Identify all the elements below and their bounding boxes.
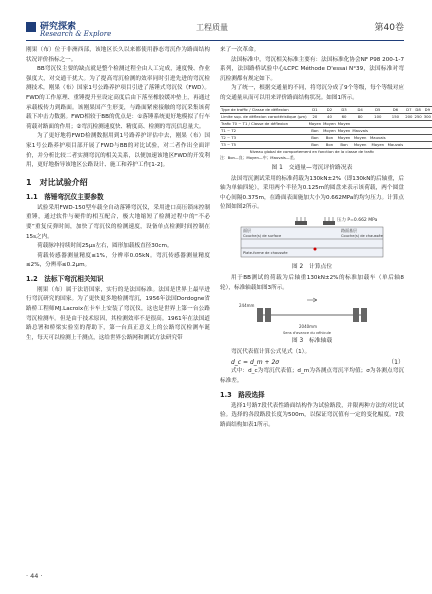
table-header-cell: D1 [308,106,323,113]
layer-label: 路面基层 [341,227,357,233]
table-cell [369,120,387,127]
wheel [353,308,359,322]
paragraph: 刚果（布）属于法语国家，实行的是法国标准。法国是世界上最早进行弯沉研究的国家。为了更快更多地检测弯沉，1956年法国Dordogne省路桥工程师MJ.Lacroix在卡车上安装了弯沉仪，这也是世界上第一台公路弯沉检测车。但是由于技术原因，其检测效率不是很高。1961年在法国道路总署和桥梁实验室的帮助下，第一台真正意义上的公路弯沉检测车诞生，每天可以检测上千测点，这给世界公路网和测试方法研究带 [26,286,210,341]
table-cell: T1 ~ T2 [220,127,308,134]
figure-caption: 图 3 标准轴载 [291,338,333,345]
table-header-cell: D4 [351,106,369,113]
table-header-cell: Type de traffic / Classe de déflexion [220,106,308,113]
table-cell: Mauvais [387,141,404,147]
table-header-cell: D5 [369,106,387,113]
paragraph: 为了统一，根据交通量的不同，将弯沉分成了9个等级，每个等级对应的交通量从而可以用来评价路面结构状况。如图1所示。 [220,85,404,101]
table-cell: 40 [322,113,337,120]
table-cell: 300 [423,113,431,119]
table-cell: Bon [308,134,323,141]
standard-axle-figure [237,295,387,335]
table-cell: 20 [308,113,323,120]
paragraph: 荷载传感器测量精度≤1%，分辨率0.05kN。弯沉传感器测量精度≤2%，分辨率≤0.2μm。 [26,252,210,269]
paragraph: BB弯沉仪主要的缺点就是整个检测过程全由人工完成，速度慢、作业强度大，对交通干扰大。为了提高弯沉检测的效率同时引进先进的弯沉检测技术，刚果（布）国家1号公路养护项目引进了落锤式弯沉仪（FWD）。FWD的工作原理、重锤提升至设定高度后由下落至橡胶缓冲垫上，再通过承载板传力到路面。该刚果国产生形变，与路面紧密接触的弯沉采集该荷载下冲击力数据。FWD相较于BB的优点是：①落锤系统更好地模拟了行车荷载对路面的作用；②弯沉检测速度快、精度高、检测的弯沉信息量大。 [26,66,210,130]
paragraph: 弯沉代表值计算公式见式（1）。 [231,349,311,356]
table-cell [413,127,422,134]
table-cell: Moyen [337,127,351,133]
journal-name: 工程质量 [196,23,228,32]
table-cell: Bon [337,141,352,148]
table-cell [387,127,405,134]
table-cell: Bon [322,134,337,141]
table-cell: 60 [337,113,352,120]
wheel [257,308,263,322]
paragraph: 刚果（布）位于非洲西部，该地区长久以来都使用静态弯沉作为路面结构状况评价指标之一。 [26,47,210,63]
table-cell [413,134,422,141]
table-cell: Bon [308,141,323,148]
load-plate-left [295,221,307,225]
equation-body: d_c = d_m + 2σ [231,358,280,366]
paragraph: 选择1号路7段代表性路面结构作为试验路段，并限两种方法的对比试验。选择的各段路段长度为500m，以保证弯沉值有一定的变化幅度。7段路面结构如表1所示。 [220,402,404,428]
load-plate-right [323,221,335,225]
table-cell [423,141,432,148]
table-cell [413,141,422,148]
right-column [220,46,431,430]
page-number: · 44 · [26,572,43,580]
pressure-arrows [297,217,333,221]
paragraph: 用于BB测试的荷载为后轴重130kN±2%的标准加载车（单后轴8轮），标准轴载如图3所示。 [220,274,404,291]
table-cell: Moyen [323,127,336,133]
deflection-class-table [220,106,431,161]
layer-label: Couche(s) de surface [243,233,282,238]
subsection-heading: 1.3 路段选择 [220,390,265,399]
table-cell [423,134,432,141]
paragraph: 为了更好地将FWD检测数据用到1号路养护评估中去，刚果（布）国家1号公路养护项目部开展了FWD与BB的对比试验，对二者作出全面评价，并分析比较二者实测弯沉的相关关系，以便加速该地区FWD的开发利用，更好地指导该地区公路设计、施工和养护工作[1-2]。 [26,133,210,169]
section-title-zh: 研究探索 [40,22,77,32]
section-title-en: Research & Explore [40,30,112,38]
table-cell: Moyen [351,134,369,141]
volume-label: 第40卷 [374,23,404,33]
table-cell: Moyen [308,120,322,126]
table-row [220,141,432,148]
table-row [220,127,432,134]
table-cell: Moyen [351,141,369,148]
table-cell [351,120,369,127]
paragraph: 荷载脉冲持续时间25μs左右，圆形加载板直径30cm。 [37,243,173,250]
section-heading: 1 对比试验介绍 [26,177,88,187]
table-header-row [220,106,432,113]
table-cell: T2 ~ T3 [220,134,308,141]
table-cell [404,127,413,134]
page-header [26,18,404,40]
table-cell: 80 [351,113,369,120]
paragraph: 式中：d_c为弯沉代表值；d_m为各测点弯沉平均值；σ为各测点弯沉标准差。 [220,368,404,384]
table-header-cell: D9 [424,106,431,112]
direction-label: Sens d'avance du véhicule [283,331,331,336]
section-mark-icon [26,22,36,32]
paragraph: 法国弯沉测试采用的标准荷载为130kN±2%（即130kN的后轴重，后轴为单轴四轮），采用两个半径为0.125m的圆盘来表示该荷载，两个圆盘中心间隔0.375m，在路面表面施加大小为0.662MPa的均匀压力。计算点位图如图2所示。 [220,175,404,211]
table-cell [404,141,413,148]
paragraph: 来了一次革命。 [220,47,260,53]
table-cell: 200 [405,113,413,119]
table-cell: Mauvais [369,134,386,140]
table-cell: T3 ~ T5 [220,141,308,148]
table-cell [387,134,405,141]
table-cell [413,120,422,127]
table-cell: Moyen [323,120,336,126]
table-header-cell: D6 [387,106,405,113]
table-cell: Mauvais [352,127,368,133]
table-cell: 100 [369,113,387,120]
dimension-label: 2040mm [299,324,317,330]
table-cell [369,127,387,134]
header-divider [26,40,404,41]
left-column [26,46,210,343]
table-header-cell: D3 [337,106,352,113]
subsection-heading: 1.1 落锤弯沉仪主要参数 [26,192,104,201]
table-header-cell: D2 [322,106,337,113]
table-cell [423,120,432,127]
figure-caption: 图 2 计算点位 [291,263,333,270]
table-cell [404,120,413,127]
table-cell: Moyen [337,120,351,126]
table-cell: Moyen [369,141,387,148]
table-header-cell: D8 [415,106,421,112]
table-cell: 250 [414,113,422,119]
table-cell [404,134,413,141]
table-row [220,134,432,141]
subsection-heading: 1.2 法标下弯沉相关知识 [26,274,104,283]
table-cell: Moyen [337,134,351,140]
table-row [220,120,432,127]
table-cell: Trafic T0 ~ T1 / Classe de déflexion [220,120,308,127]
figure-caption: 图 1 交通量—弯沉评价路况表 [271,164,353,171]
table-cell: Bon [308,127,323,134]
wheel [361,308,367,322]
paragraph: 试验采用FWD-150型车载全自动落锤弯沉仪，采用进口高压锁床控制重锤，通过软件与硬件的相互配合，极大地缩短了检测过程中的“不必要”重复反弹时间，加快了弯沉仪的检测速度，设备单点检测时间控制在15s之内。 [26,204,210,240]
dimension-label: 244mm [239,303,255,309]
table-note: 注：Bon—良；Moyen—中；Mauvais—差。 [220,154,298,160]
layer-label: Plate-forme de chaussée [243,250,288,255]
table-cell [387,120,405,127]
table-header-cell: D7 [406,106,412,112]
table [220,106,432,149]
calculation-point-figure [237,215,387,261]
table-cell [423,127,432,134]
table-row [220,113,432,120]
layer-label: Couche(s) de chaussée [341,233,383,238]
paragraph: 法国标准中，弯沉相关标准主要有：法国标准化协会NF P98 200-1-7系列，法国路桥试验中心LCPC Méthode D'essai N°39，法国标准对弯沉检测都有规定如下。 [220,56,404,82]
direction-arrow-icon [307,298,317,302]
table-cell: Limite sup. de déflexion caractéristique (μm) [221,113,307,119]
table-cell: 150 [387,113,405,120]
pressure-label: 压力 P=0.662 MPa [337,217,378,223]
equation [231,358,404,368]
wheel [265,308,271,322]
table-cell: Bon [322,141,337,148]
equation-number: （1） [388,358,404,366]
layer-label: 面层 [243,227,251,233]
table-legend-row: Niveau global de comportement en fonction de la classe de trafic [249,148,375,154]
calculation-point [314,247,317,250]
